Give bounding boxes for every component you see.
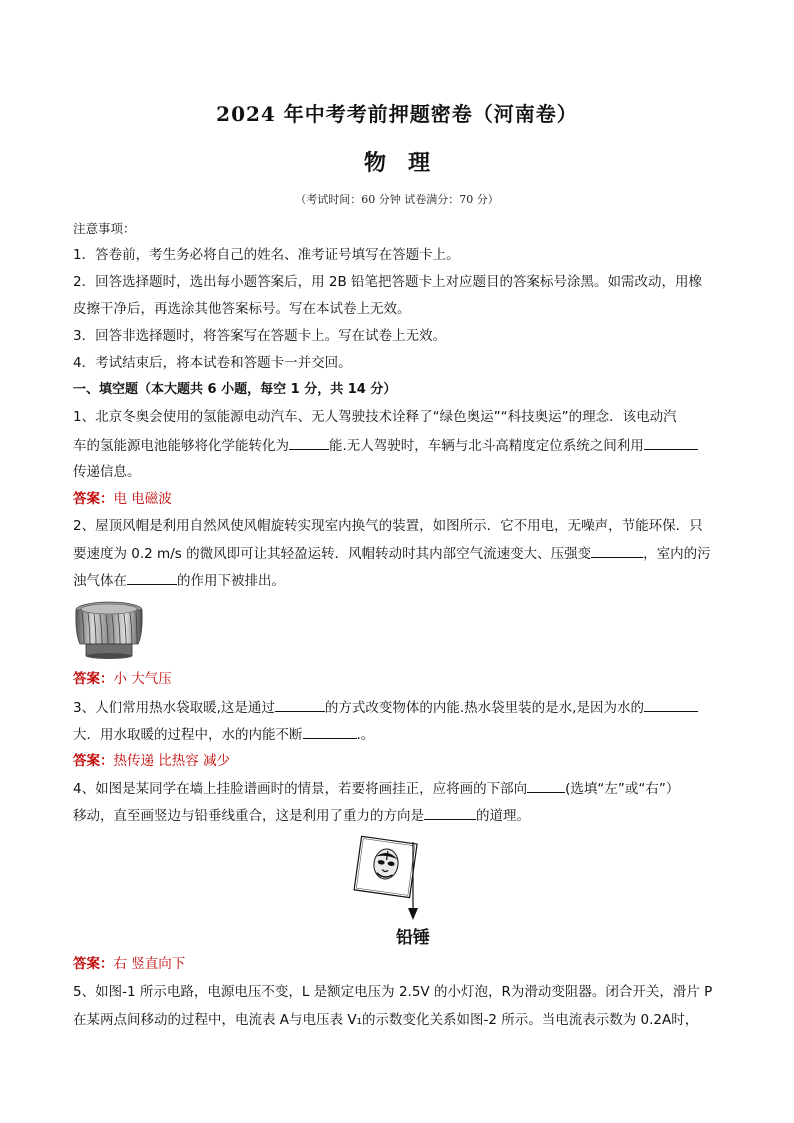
q4-line-1: [73, 778, 723, 799]
q1-line-3: 传递信息。: [73, 464, 141, 480]
q2-text-a: 要速度为 0.2 m/s 的微风即可让其轻盈运转．风帽转动时其内部空气流速变大、压强变: [73, 546, 592, 562]
q3-answer: [73, 751, 723, 771]
q3-blank-1: [275, 697, 325, 712]
q3-line-1: [73, 697, 723, 718]
q1-blank-2: [644, 435, 698, 450]
q2-line-1: 2、屋顶风帽是利用自然风使风帽旋转实现室内换气的装置，如图所示．它不用电，无噪声，节能环保．只: [73, 518, 703, 534]
q3-text-b: 的方式改变物体的内能.热水袋里装的是水,是因为水的: [324, 700, 644, 716]
plumb-caption: 铅锤: [396, 928, 430, 948]
q1-text-a: 车的氢能源电池能够将化学能转化为: [73, 438, 289, 454]
q4-blank-2: [424, 805, 476, 820]
q2-blank-1: [591, 543, 643, 558]
notice-heading: 注意事项：: [73, 221, 136, 236]
q1-answer: [73, 489, 723, 509]
q3-answer-text: 热传递 比热容 减少: [113, 753, 231, 769]
q4-blank-1: [527, 778, 565, 793]
q2-text-c: 浊气体在: [73, 573, 127, 589]
q5-line-1: 5、如图-1 所示电路，电源电压不变，L 是额定电压为 2.5V 的小灯泡，R为滑动变阻器。闭合开关，滑片 P: [73, 984, 713, 1000]
q5-line-2: 在某两点间移动的过程中，电流表 A与电压表 V₁的示数变化关系如图-2 所示。当电流表示数为 0.2A时，: [73, 1012, 699, 1028]
q4-text-b: (选填“左”或“右”）: [565, 781, 680, 797]
answer-label: 答案：: [73, 753, 114, 769]
q1-answer-text: 电 电磁波: [113, 491, 172, 507]
q2-text-d: 的作用下被排出。: [177, 573, 285, 589]
q3-line-2: [73, 724, 723, 745]
section-heading: 一、填空题（本大题共 6 小题，每空 1 分，共 14 分）: [73, 382, 397, 397]
subject-title: 物理: [363, 150, 452, 176]
notice-item-2-cont: 皮擦干净后，再选涂其他答案标号。写在本试卷上无效。: [73, 301, 411, 317]
q2-line-3: [73, 570, 723, 591]
notice-item-2: 2．回答选择题时，选出每小题答案后，用 2B 铅笔把答题卡上对应题目的答案标号涂黑。如需改动，用橡: [73, 274, 703, 290]
q1-text-b: 能.无人驾驶时，车辆与北斗高精度定位系统之间利用: [329, 438, 644, 454]
exam-info: （考试时间：60 分钟 试卷满分：70 分）: [295, 193, 499, 206]
q2-text-b: ，室内的污: [643, 546, 711, 562]
notice-item-3: 3．回答非选择题时，将答案写在答题卡上。写在试卷上无效。: [73, 328, 447, 344]
notice-item-4: 4．考试结束后，将本试卷和答题卡一并交回。: [73, 355, 352, 371]
answer-label: 答案：: [73, 671, 114, 687]
q2-blank-2: [127, 570, 177, 585]
roof-ventilator-figure: [72, 600, 146, 660]
q4-line-2: [73, 805, 723, 826]
tilted-painting-figure: [350, 834, 430, 922]
q4-answer: [73, 954, 723, 974]
q4-text-a: 4、如图是某同学在墙上挂脸谱画时的情景，若要将画挂正，应将画的下部向: [73, 781, 528, 797]
q3-blank-2: [644, 697, 698, 712]
answer-label: 答案：: [73, 491, 114, 507]
q3-text-a: 3、人们常用热水袋取暖,这是通过: [73, 700, 275, 716]
exam-title: 2024 年中考考前押题密卷（河南卷）: [216, 102, 578, 126]
notice-item-1: 1．答卷前，考生务必将自己的姓名、准考证号填写在答题卡上。: [73, 247, 460, 263]
q2-answer-text: 小 大气压: [113, 671, 172, 687]
plumb-bob: [408, 908, 418, 920]
q2-answer: [73, 669, 723, 689]
q4-text-d: 的道理。: [476, 808, 530, 824]
q1-blank-1: [289, 435, 329, 450]
q3-text-c: 大．用水取暖的过程中，水的内能不断: [73, 727, 303, 743]
answer-label: 答案：: [73, 956, 114, 972]
q3-text-d: .。: [356, 727, 375, 743]
q4-text-c: 移动，直至画竖边与铅垂线重合，这是利用了重力的方向是: [73, 808, 424, 824]
q1-line-2: [73, 435, 723, 456]
q3-blank-3: [303, 724, 357, 739]
q2-line-2: [73, 543, 723, 564]
q1-line-1: 1、北京冬奥会使用的氢能源电动汽车、无人驾驶技术诠释了“绿色奥运”“科技奥运”的理念．该电动汽: [73, 409, 677, 425]
q4-answer-text: 右 竖直向下: [113, 956, 186, 972]
